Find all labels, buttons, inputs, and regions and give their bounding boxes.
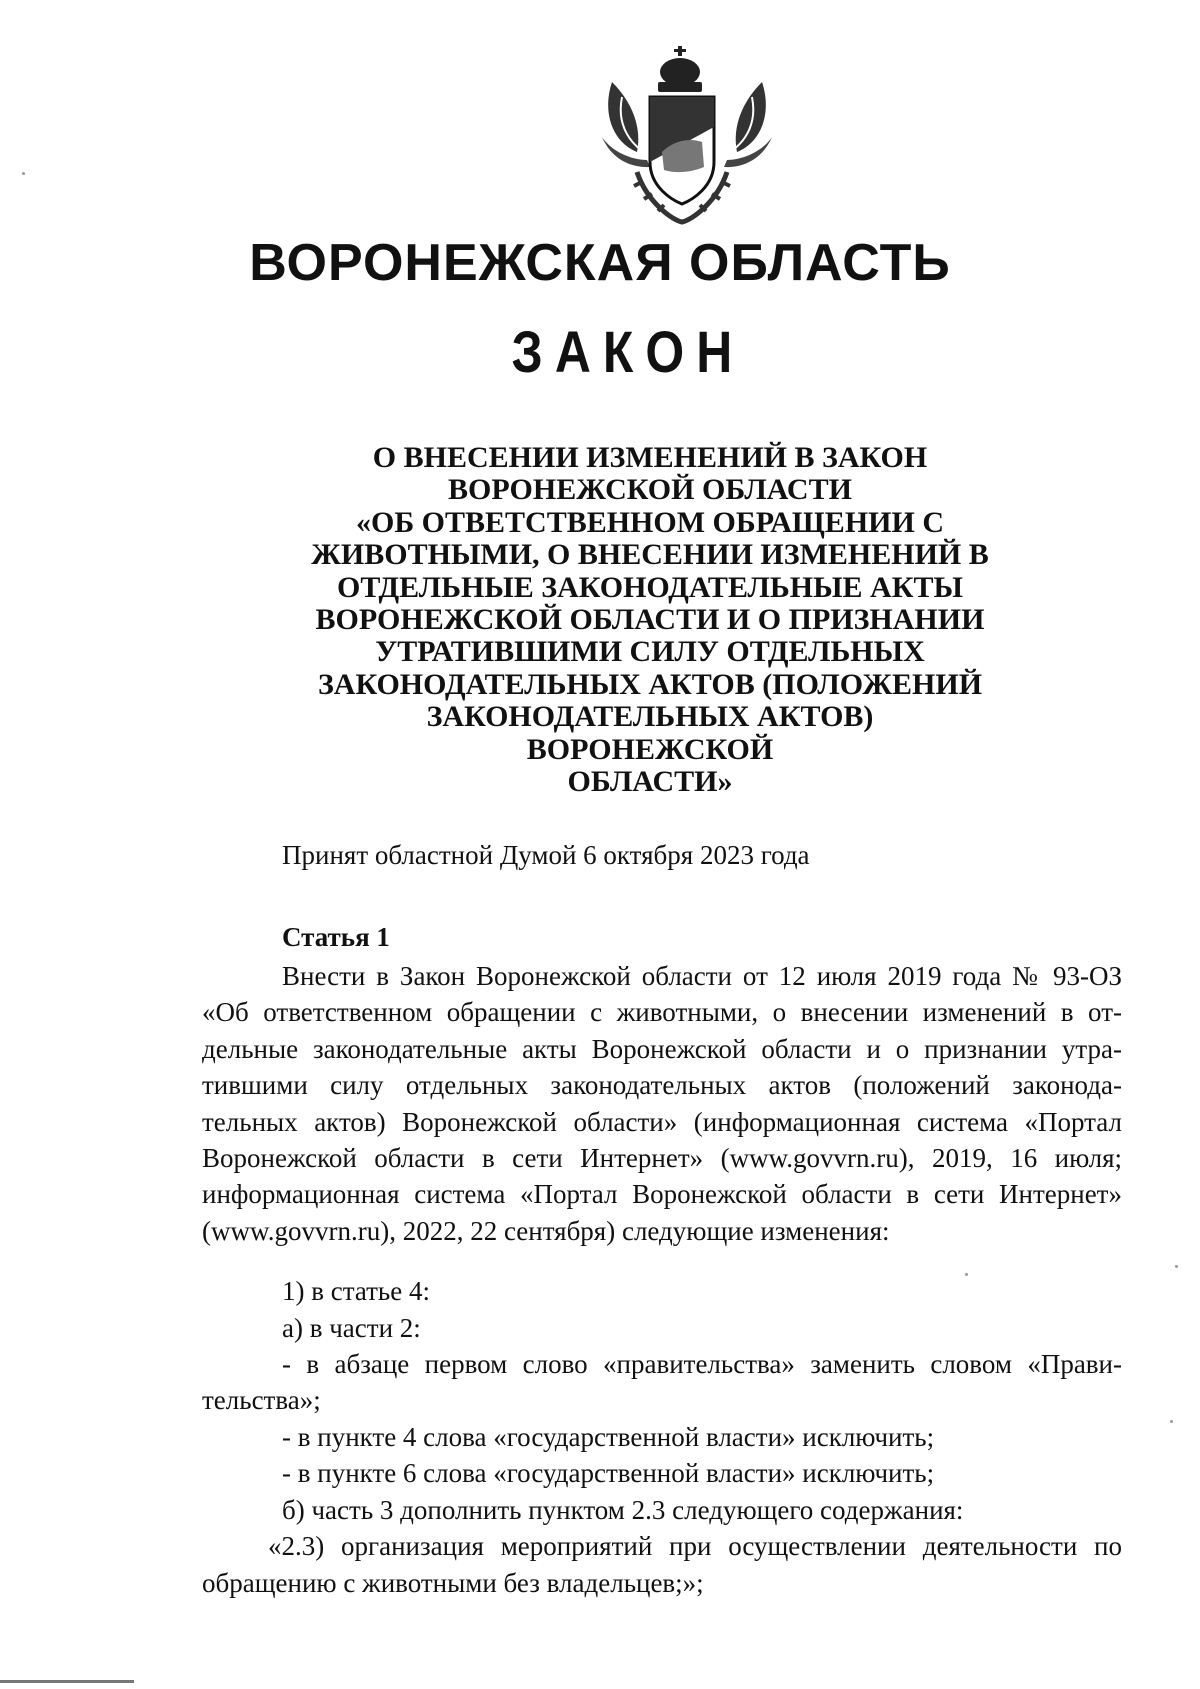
law-title-line: ЖИВОТНЫМИ, О ВНЕСЕНИИ ИЗМЕНЕНИЙ В [311,538,989,572]
law-title-line: «ОБ ОТВЕТСТВЕННОМ ОБРАЩЕНИИ С [355,505,944,539]
list-item: тельства»; [202,1385,321,1416]
law-title-line: О ВНЕСЕНИИ ИЗМЕНЕНИЙ В ЗАКОН [372,441,928,474]
law-title [300,442,1000,798]
list-item: «2.3) организация мероприятий при осуществлении деятельности по [268,1531,1122,1562]
list-item: - в пункте 6 слова «государственной власти» исключить; [282,1458,935,1489]
list-item: - в абзаце первом слово «правительства» заменить словом «Прави- [282,1349,1122,1380]
law-title-line: ВОРОНЕЖСКОЙ ОБЛАСТИ [448,473,852,507]
paragraph-line: «Об ответственном обращении с животными, о внесении изменений в от- [202,997,1122,1028]
adoption-note: Принят областной Думой 6 октября 2023 года [282,840,810,870]
scan-speck [965,1273,968,1276]
paragraph-line: информационная система «Портал Воронежской области в сети Интернет» [202,1179,1122,1210]
scan-artifact [0,1680,134,1683]
paragraph-line: дельные законодательные акты Воронежской области и о признании утра- [202,1033,1122,1064]
paragraph-line: (www.govvrn.ru), 2022, 22 сентября) следующие изменения: [202,1215,890,1246]
scan-speck [1170,1420,1173,1423]
list-item: - в пункте 4 слова «государственной власти» исключить; [282,1421,935,1452]
document-type-heading: ЗАКОН [511,320,745,385]
law-title-line: УТРАТИВШИМИ СИЛУ ОТДЕЛЬНЫХ [375,635,925,669]
list-item: а) в части 2: [282,1312,421,1343]
law-title-line: ОТДЕЛЬНЫЕ ЗАКОНОДАТЕЛЬНЫЕ АКТЫ [337,570,963,604]
paragraph-line: тельных актов) Воронежской области» (информационная система «Портал [202,1106,1122,1137]
law-title-line: ЗАКОНОДАТЕЛЬНЫХ АКТОВ) ВОРОНЕЖСКОЙ [426,700,874,766]
law-title-line: ВОРОНЕЖСКОЙ ОБЛАСТИ И О ПРИЗНАНИИ [315,603,985,637]
list-item: обращению с животными без владельцев;»; [202,1567,704,1598]
scan-speck [1175,1265,1178,1268]
law-title-line: ЗАКОНОДАТЕЛЬНЫХ АКТОВ (ПОЛОЖЕНИЙ [317,667,983,701]
list-item: 1) в статье 4: [282,1276,430,1307]
law-title-line: ОБЛАСТИ» [567,765,733,799]
paragraph-line: тившими силу отдельных законодательных актов (положений законода- [202,1070,1122,1101]
paragraph-line: Внести в Закон Воронежской области от 12 июля 2019 года № 93-ОЗ [282,961,1122,991]
article-heading: Статья 1 [282,922,390,952]
coat-of-arms-icon [592,42,782,227]
region-heading: ВОРОНЕЖСКАЯ ОБЛАСТЬ [249,234,951,292]
article-body [202,958,1122,1601]
scan-speck [22,172,25,175]
list-item: б) часть 3 дополнить пунктом 2.3 следующего содержания: [282,1494,964,1525]
paragraph-line: Воронежской области в сети Интернет» (www.govvrn.ru), 2019, 16 июля; [202,1143,1122,1174]
